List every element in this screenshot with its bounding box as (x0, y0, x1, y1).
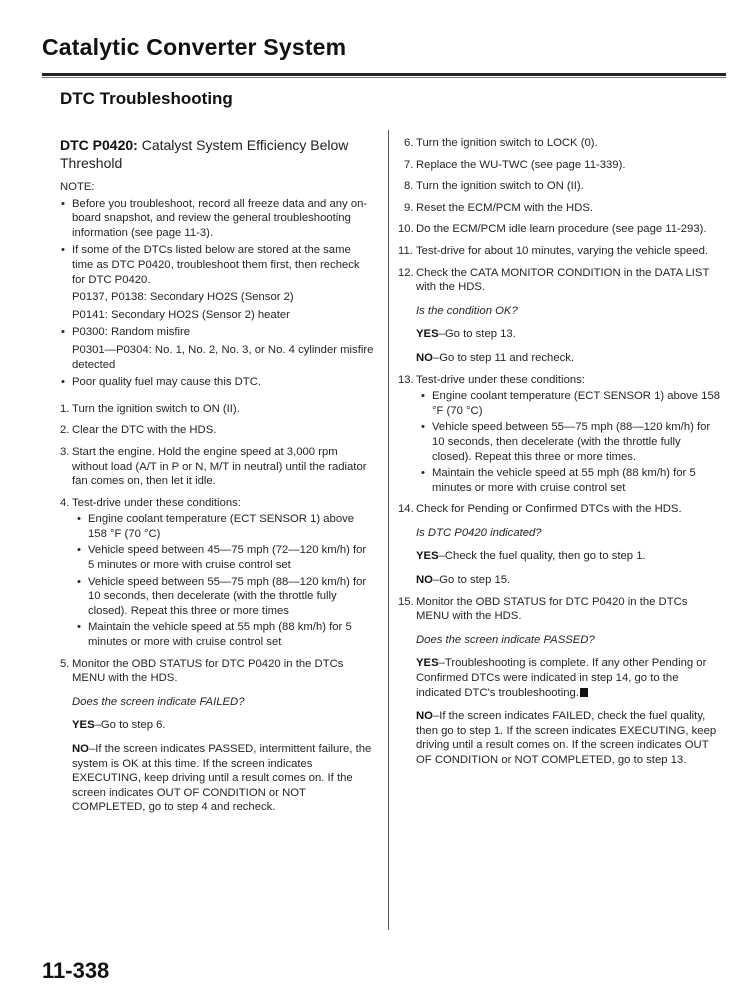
procedure-step (398, 595, 720, 768)
step-number: 15. (398, 595, 414, 608)
note-text: • Poor quality fuel may cause this DTC. (72, 376, 261, 389)
step-text: Test-drive under these conditions: (72, 496, 241, 509)
step-text: Check for Pending or Confirmed DTCs with the HDS. (416, 503, 682, 516)
dtc-description: Catalyst System Efficiency Below Threshold (60, 137, 349, 171)
procedure-step (398, 266, 720, 366)
step-question: Does the screen indicate PASSED? (416, 633, 595, 646)
dtc-code: DTC P0420: (60, 137, 138, 153)
answer-label: YES (416, 328, 439, 341)
step-text: Turn the ignition switch to ON (II). (72, 402, 240, 415)
step-text: Clear the DTC with the HDS. (72, 424, 217, 437)
procedure-step (398, 502, 720, 587)
right-column (398, 136, 720, 768)
step-number: 2. (60, 424, 70, 437)
note-subitem: P0301—P0304: No. 1, No. 2, No. 3, or No. 4 cylinder misfire detected (72, 343, 374, 371)
step-number: 6. (404, 137, 414, 149)
answer-text: –Go to step 15. (432, 574, 511, 587)
note-bullet (60, 375, 375, 390)
step-number: 11. (398, 244, 413, 257)
answer-text: –Go to step 6. (94, 719, 166, 732)
step-number: 8. (404, 180, 414, 193)
note-subitem: P0141: Secondary HO2S (Sensor 2) heater (72, 308, 290, 321)
note-text: • Before you troubleshoot, record all freeze data and any on-board snapshot, and review the general troubleshooting information (see page 11-3). (72, 197, 368, 239)
step-text: Do the ECM/PCM idle learn procedure (see page 11-293). (416, 223, 707, 236)
note-subitem: P0137, P0138: Secondary HO2S (Sensor 2) (72, 291, 294, 304)
answer-text: –Check the fuel quality, then go to step 1. (438, 550, 646, 563)
step-number: 14. (398, 503, 414, 516)
answer-label: NO (416, 351, 433, 364)
procedure-step (398, 136, 720, 151)
step-text: Check the CATA MONITOR CONDITION in the DATA LIST with the HDS. (416, 266, 710, 294)
step-text: Reset the ECM/PCM with the HDS. (416, 201, 594, 214)
answer-label: NO (416, 710, 433, 723)
dtc-heading (60, 136, 375, 172)
answer-text: –If the screen indicates FAILED, check the fuel quality, then go to step 1. If the screen indicates EXECUTING, keep driving until a result comes on. If the screen indicates OUT OF CONDITION or NOT COMPLETED, go to step 13. (416, 710, 717, 766)
answer-label: YES (416, 657, 439, 670)
answer-yes (416, 656, 720, 700)
condition-bullet: • Vehicle speed between 55—75 mph (88—120 km/h) for 10 seconds, then decelerate (with the throttle fully closed). Repeat this three or more times. (420, 420, 720, 464)
column-divider (388, 130, 389, 930)
condition-bullet: • Engine coolant temperature (ECT SENSOR 1) above 158 °F (70 °C) (420, 389, 720, 418)
step-question: Is the condition OK? (416, 304, 518, 317)
answer-label: NO (416, 574, 433, 587)
note-text: • If some of the DTCs listed below are stored at the same time as DTC P0420, troubleshoot them first, then recheck for DTC P0420. (72, 244, 360, 286)
step-number: 10. (398, 223, 414, 236)
procedure-step (398, 201, 720, 216)
answer-label: YES (72, 719, 95, 732)
step-question: Does the screen indicate FAILED? (72, 695, 245, 708)
procedure-step (398, 244, 720, 259)
note-list (60, 197, 375, 390)
note-bullet (60, 243, 375, 322)
procedure-step (398, 158, 720, 173)
step-text: Turn the ignition switch to LOCK (0). (416, 137, 598, 149)
note-label: NOTE: (60, 181, 95, 193)
left-column (60, 136, 375, 815)
step-text: Start the engine. Hold the engine speed at 3,000 rpm without load (A/T in P or N, M/T in neutral) until the radiator fan comes on, then let it idle. (72, 445, 367, 488)
step-number: 9. (404, 201, 414, 214)
note-bullet (60, 325, 375, 372)
steps-right (398, 136, 720, 768)
step-number: 12. (398, 266, 414, 279)
procedure-step (398, 179, 720, 194)
step-text: Monitor the OBD STATUS for DTC P0420 in the DTCs MENU with the HDS. (72, 657, 344, 685)
steps-left (60, 402, 375, 815)
answer-yes (72, 718, 375, 733)
procedure-step (60, 496, 375, 650)
answer-text: –If the screen indicates PASSED, intermittent failure, the system is OK at this time. If the screen indicates EXECUTING, keep driving until a result comes on. If the screen indicates OUT OF CONDITION or NOT COMPLETED, go to step 4 and recheck. (72, 743, 372, 814)
note-bullet (60, 197, 375, 241)
step-number: 1. (60, 402, 70, 415)
step-number: 7. (404, 158, 414, 171)
procedure-step (398, 373, 720, 496)
step-number: 4. (60, 496, 70, 509)
answer-text: –Troubleshooting is complete. If any other Pending or Confirmed DTCs were indicated in step 14, go to the indicated DTC's troubleshooting. (416, 657, 707, 699)
answer-yes (416, 327, 720, 342)
answer-no (416, 351, 720, 366)
step-text: Turn the ignition switch to ON (II). (416, 180, 584, 193)
answer-no (416, 573, 720, 588)
answer-yes (416, 549, 720, 564)
condition-bullet: • Maintain the vehicle speed at 55 mph (88 km/h) for 5 minutes or more with cruise control set (76, 620, 375, 649)
answer-label: NO (72, 743, 89, 755)
procedure-step (60, 657, 375, 815)
step-text: Test-drive under these conditions: (416, 373, 585, 386)
step-number: 13. (398, 373, 414, 386)
condition-bullet: • Vehicle speed between 55—75 mph (88—120 km/h) for 10 seconds, then decelerate (with the throttle fully closed). Repeat this three or more times (76, 575, 375, 619)
step-number: 5. (60, 657, 70, 670)
step-number: 3. (60, 445, 70, 458)
step-text: Test-drive for about 10 minutes, varying the vehicle speed. (416, 244, 708, 257)
answer-no (416, 709, 720, 767)
procedure-step (60, 423, 375, 438)
condition-bullet: • Maintain the vehicle speed at 55 mph (88 km/h) for 5 minutes or more with cruise control set (420, 466, 720, 495)
step-text: Monitor the OBD STATUS for DTC P0420 in the DTCs MENU with the HDS. (416, 595, 688, 623)
title-rule-thin (42, 77, 726, 78)
title-rule (42, 73, 726, 76)
note-text: • P0300: Random misfire (72, 326, 191, 339)
answer-label: YES (416, 550, 439, 563)
procedure-step (60, 402, 375, 417)
section-heading: DTC Troubleshooting (60, 89, 233, 108)
step-text: Replace the WU-TWC (see page 11-339). (416, 158, 626, 171)
page-title: Catalytic Converter System (42, 34, 347, 60)
answer-text: –Go to step 11 and recheck. (432, 351, 575, 364)
end-marker-icon (580, 688, 588, 697)
condition-bullet: • Engine coolant temperature (ECT SENSOR 1) above 158 °F (70 °C) (76, 512, 375, 541)
condition-bullet: • Vehicle speed between 45—75 mph (72—120 km/h) for 5 minutes or more with cruise control set (76, 543, 375, 572)
procedure-step (398, 222, 720, 237)
answer-text: –Go to step 13. (438, 328, 516, 341)
step-question: Is DTC P0420 indicated? (416, 526, 542, 539)
page-number: 11-338 (42, 958, 110, 983)
procedure-step (60, 445, 375, 489)
answer-no (72, 742, 375, 815)
